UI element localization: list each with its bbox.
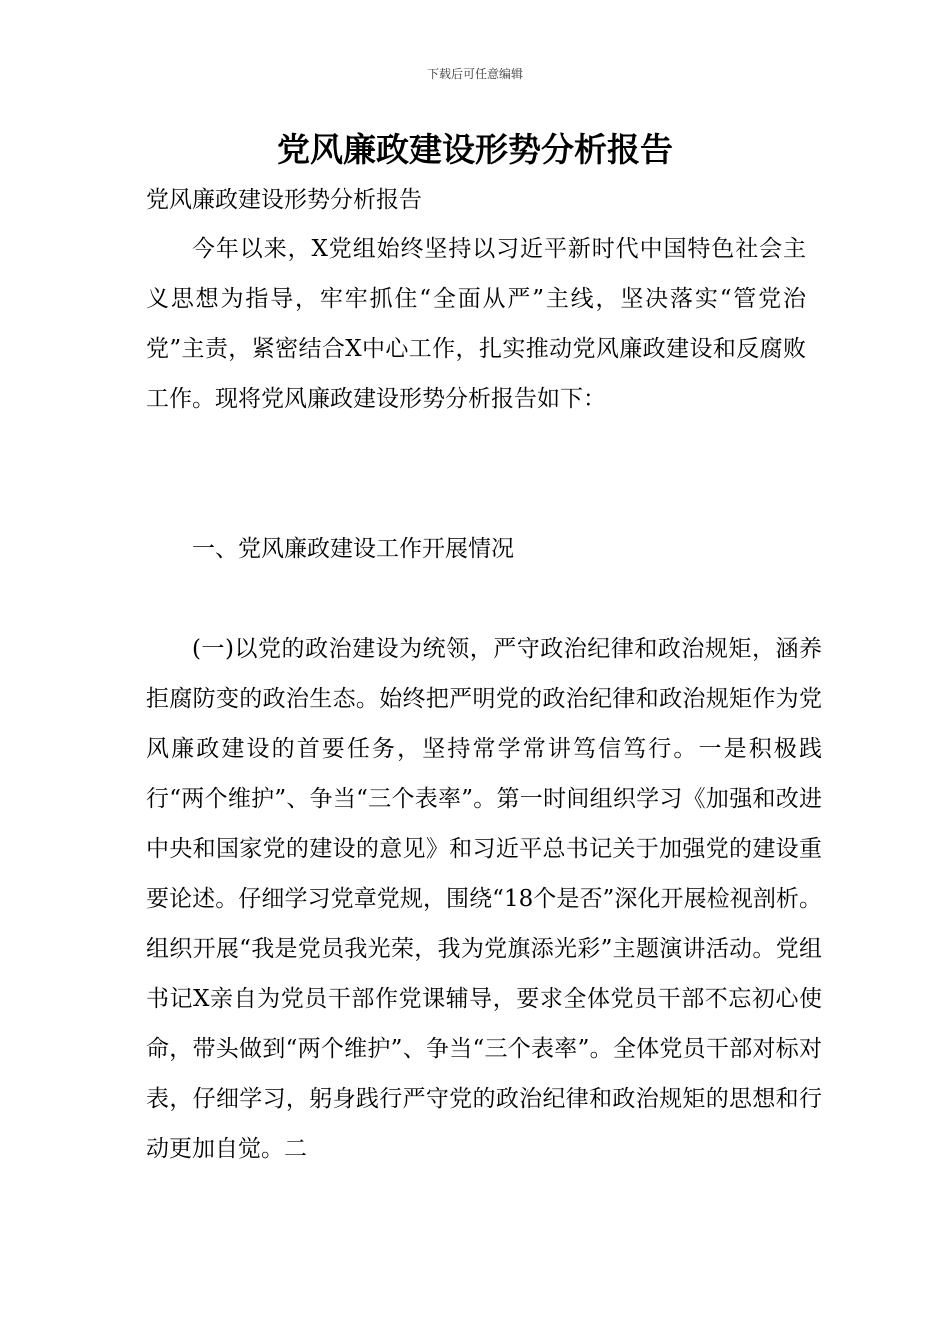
header-note: 下载后可任意编辑 (426, 67, 523, 81)
intro-paragraph: 今年以来，X党组始终坚持以习近平新时代中国特色社会主义思想为指导，牢牢抓住“全面从严”主线，坚决落实“管党治党”主责，紧密结合X中心工作，扎实推动党风廉政建设和反腐败工作。现将党风廉政建设形势分析报告如下： (146, 236, 806, 412)
document-subtitle: 党风廉政建设形势分析报告 (146, 187, 422, 213)
section-heading: 一、党风廉政建设工作开展情况 (192, 536, 514, 562)
document-title: 党风廉政建设形势分析报告 (277, 130, 673, 169)
section-one-paragraph: (一)以党的政治建设为统领，严守政治纪律和政治规矩，涵养拒腐防变的政治生态。始终把严明党的政治纪律和政治规矩作为党风廉政建设的首要任务，坚持常学常讲笃信笃行。一是积极践行“两个维护”、争当“三个表率”。第一时间组织学习《加强和改进中央和国家党的建设的意见》和习近平总书记关于加强党的建设重要论述。仔细学习党章党规，围绕“18个是否”深化开展检视剖析。组织开展“我是党员我光荣，我为党旗添光彩”主题演讲活动。党组书记X亲自为党员干部作党课辅导，要求全体党员干部不忘初心使命，带头做到“两个维护”、争当“三个表率”。全体党员干部对标对表，仔细学习，躬身践行严守党的政治纪律和政治规矩的思想和行动更加自觉。二 (146, 636, 822, 1162)
